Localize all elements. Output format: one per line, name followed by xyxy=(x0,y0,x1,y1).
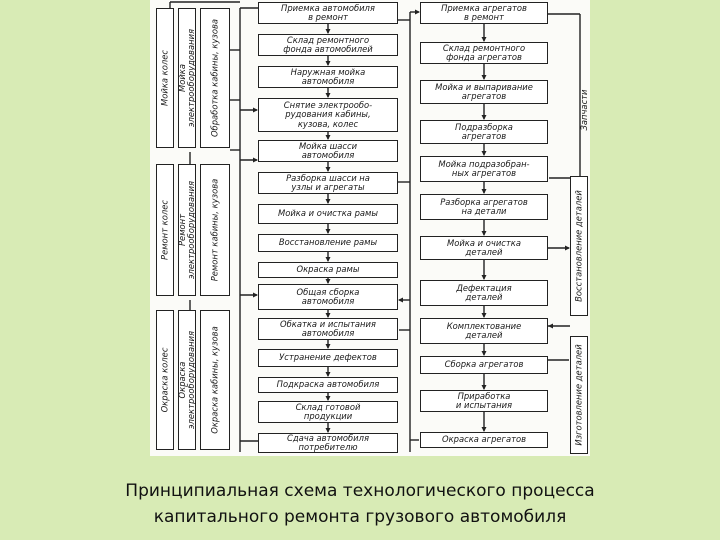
right-step-11: Приработка и испытания xyxy=(420,390,548,412)
spare-parts-label: Запчасти xyxy=(579,89,589,131)
right-step-1: Приемка агрегатов в ремонт xyxy=(420,2,548,24)
left-panel-3-2 xyxy=(178,310,196,450)
left-panel-1-3 xyxy=(200,8,230,148)
center-step-1: Приемка автомобиля в ремонт xyxy=(258,2,398,24)
restoration-box-label: Восстановление деталей xyxy=(573,190,584,302)
caption-line-1: Принципиальная схема технологического процесса xyxy=(125,481,595,501)
left-panel-1-2 xyxy=(178,8,196,148)
center-step-7: Мойка и очистка рамы xyxy=(258,204,398,224)
center-step-8: Восстановление рамы xyxy=(258,234,398,252)
center-step-4: Снятие электрообо- рудования кабины, кузова, колес xyxy=(258,98,398,132)
left-panel-2-3 xyxy=(200,164,230,296)
left-panel-3-1 xyxy=(156,310,174,450)
right-step-9: Комплектование деталей xyxy=(420,318,548,344)
left-panel-3-1-label: Окраска колес xyxy=(159,347,170,413)
center-step-14: Склад готовой продукции xyxy=(258,401,398,423)
left-panel-1-1 xyxy=(156,8,174,148)
left-panel-2-2-label: Ремонт электрооборудования xyxy=(176,180,196,280)
center-step-15: Сдача автомобиля потребителю xyxy=(258,433,398,453)
left-panel-2-1 xyxy=(156,164,174,296)
left-panel-1-3-label: Обработка кабины, кузова xyxy=(209,18,220,138)
right-step-5: Мойка подразобран- ных агрегатов xyxy=(420,156,548,182)
center-step-2: Склад ремонтного фонда автомобилей xyxy=(258,34,398,56)
center-step-10: Общая сборка автомобиля xyxy=(258,284,398,310)
center-step-3: Наружная мойка автомобиля xyxy=(258,66,398,88)
return-arrow xyxy=(548,324,553,329)
left-panel-1-1-label: Мойка колес xyxy=(159,50,170,106)
right-step-10: Сборка агрегатов xyxy=(420,356,548,374)
right-step-2: Склад ремонтного фонда агрегатов xyxy=(420,42,548,64)
right-step-6: Разборка агрегатов на детали xyxy=(420,194,548,220)
center-step-13: Подкраска автомобиля xyxy=(258,377,398,393)
center-step-11: Обкатка и испытания автомобиля xyxy=(258,318,398,340)
center-step-6: Разборка шасси на узлы и агрегаты xyxy=(258,172,398,194)
center-step-12: Устранение дефектов xyxy=(258,349,398,367)
restoration-box xyxy=(570,176,588,316)
figure-caption xyxy=(0,478,720,530)
caption-line-2: капитального ремонта грузового автомобиля xyxy=(153,507,567,527)
right-step-12: Окраска агрегатов xyxy=(420,432,548,448)
right-step-7: Мойка и очистка деталей xyxy=(420,236,548,260)
manufacturing-box xyxy=(570,336,588,454)
left-panel-2-3-label: Ремонт кабины, кузова xyxy=(209,178,220,282)
right-step-8: Дефектация деталей xyxy=(420,280,548,306)
right-step-4: Подразборка агрегатов xyxy=(420,120,548,144)
left-panel-2-1-label: Ремонт колес xyxy=(159,200,170,260)
left-panel-3-2-label: Окраска электрооборудования xyxy=(176,330,196,430)
center-step-9: Окраска рамы xyxy=(258,262,398,278)
manufacturing-box-label: Изготовление деталей xyxy=(573,344,584,446)
left-panel-2-2 xyxy=(178,164,196,296)
left-panel-3-3 xyxy=(200,310,230,450)
right-step-3: Мойка и выпаривание агрегатов xyxy=(420,80,548,104)
left-panel-3-3-label: Окраска кабины, кузова xyxy=(209,326,220,434)
left-panel-1-2-label: Мойка электрооборудования xyxy=(176,28,196,128)
center-step-5: Мойка шасси автомобиля xyxy=(258,140,398,162)
